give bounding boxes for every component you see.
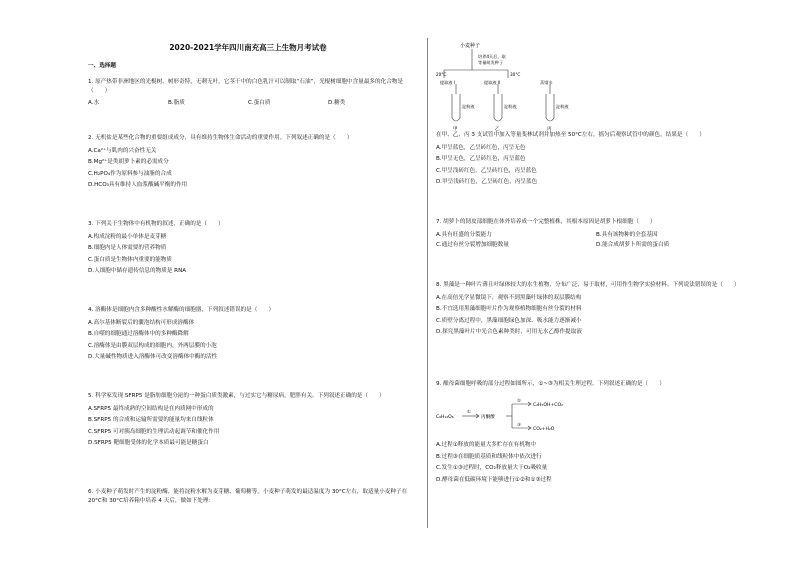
water-product-label: CO₂+H₂O [533,427,555,432]
option-c: C.通过有丝分裂增加细胞数量 [436,242,509,248]
question-5 [88,392,408,450]
option-d: D.糖类 [328,100,346,106]
option-d: D.能合成胡萝卜所需的蛋白质 [596,242,670,248]
column-divider [427,38,428,528]
question-2 [88,134,408,192]
question-9 [436,380,756,389]
question-1 [88,78,408,108]
step-1-label: ① [467,410,471,415]
options-row [436,230,756,241]
starch-label: 淀粉液 [556,104,569,109]
tube-jia-label: 甲 [453,127,458,132]
extract-2-label: 提取液 II [484,80,501,85]
option-d: D.大量碱性物质进入溶酶体可改变溶酶体中酶的活性 [88,354,218,360]
option-a: A.甲呈蓝色，乙呈砖红色，丙呈无色 [436,144,526,151]
option-c: C.H₂PO₄作为原料参与油脂的合成 [88,170,172,177]
option-c: C.甲呈浅砖红色，乙呈砖红色，丙呈蓝色 [436,167,537,174]
question-9-options [436,440,756,486]
option-c: C.质壁分离过程中，黑藻细胞绿色加深、吸水能力逐渐减小 [436,317,582,324]
step-2-label: ② [517,399,521,404]
step-3-label: ③ [517,423,521,428]
option-c: C.发生①③过程时，CO₂释放量大于O₂吸收量 [436,465,548,471]
option-a: A.构成淀粉的最小单体是麦芽糖 [88,233,167,240]
question-8 [436,281,756,339]
option-a: A.水 [88,100,100,106]
option-c: C.蛋白质 [248,100,271,106]
respiration-pathway-diagram [436,396,596,436]
option-b: B.SFRP5 的合成和运输所需要的能量均来自线粒体 [88,417,214,423]
pyruvate-label: 丙酮酸 [481,415,495,420]
option-d: D.人细胞中储存遗传信息的物质是 RNA [88,268,187,274]
option-d: D.HCO₃具有维持人血浆酸碱平衡的作用 [88,182,188,188]
option-a: A.在高倍光学显微镜下，观察不到黑藻叶绿体的双层膜结构 [436,294,582,301]
page-title: 2020-2021学年四川南充高三上生物月考试卷 [169,43,327,52]
experiment-diagram [436,38,586,132]
option-b: B.甲呈无色，乙呈砖红色，丙呈蓝色 [436,156,526,162]
option-d: D.探究黑藻叶片中光合色素种类时，可用无水乙醇作提取液 [436,329,582,335]
temp-30-label: 30°C [510,72,521,77]
ethanol-product-label: C₂H₅OH+CO₂ [533,403,563,408]
temp-20-label: 20°C [436,72,447,77]
question-stem: 6. 小麦种子萌发时产生的淀粉酶，能将淀粉水解为麦芽糖、葡萄糖等。小麦种子萌发的最适温度为 30°C左右，取适量小麦种子在 20°C和 30°C培养箱中培养 4 天后，做如下处理： [88,489,408,504]
option-c: C.SFRP5 可对胰岛细胞的生理活动起调节和催化作用 [88,428,220,435]
option-b: B.过程③在细胞质基质和线粒体中依次进行 [436,453,542,460]
tube-bing-label: 丙 [547,127,552,132]
question-stem: 9. 酿母菌细胞呼吸的部分过程如图所示，①~③为相关生理过程。下列叙述正确的是（ ） [436,381,665,387]
water-label: 蒸馏水 [540,80,553,85]
option-c: C.蛋白质是生物体内重要的能物质 [88,256,172,263]
glucose-label: C₆H₁₂O₆ [436,415,454,420]
seed-label: 小麦种子 [460,43,481,49]
tube-yi-label: 乙 [495,127,500,132]
question-6-continued [436,131,756,189]
test-tube-yi [494,94,502,121]
option-a: A.具有旺盛的分裂能力 [436,231,492,238]
question-stem: 1. 原产热带非洲地区的光棍树，树形奇特，无刺无叶，它茎干中的白色乳汁可以制取“石油”，光棍树细胞中含量最多的化合物是（ ） [88,79,403,94]
question-stem: 7. 胡萝卜的韧皮部细胞在体外培养成一个完整植株，其根本原因是胡萝卜根细胞（ ） [436,219,656,225]
option-b: B.脂质 [168,100,185,106]
question-7 [436,218,756,251]
question-stem: 在甲、乙、丙 3 支试管中加入等量斐林试剂并加热至 50°C左右，摇匀后观察试管中的颜色，结果是（ ） [436,132,705,138]
question-6 [88,488,408,505]
options-row [436,240,756,251]
options-row [88,99,408,108]
diagram-note-2: 等量萌发种子 [478,60,504,65]
option-c: C.溶酶体是由膜双层构成的细胞内，外两层膜的小泡 [88,342,217,349]
option-b: B.具有该物种的全套基因 [596,231,658,238]
option-d: D.SFRP5 靶细胞受体的化学本质最可能是糖蛋白 [88,440,209,446]
test-tube-bing [546,94,554,121]
option-b: B.不宜选用黑藻细胞叶片作为观察植物细胞有丝分裂的材料 [436,306,582,312]
option-a: A.过程①释放的能量大多贮存在有机物中 [436,442,537,448]
diagram-note-1: 培养4天后，取 [478,54,506,59]
question-stem: 8. 黑藻是一种叶片薄且叶绿体较大的水生植物，分布广泛、易于取材，可用作生物学实验材料。下列说法错误的是（ ） [436,282,740,288]
option-a: A.SFRP5 最终成熟的空间结构是在内质网中形成的 [88,405,214,412]
starch-label: 淀粉液 [462,104,475,109]
option-a: A.Ca²⁺与肌肉的兴奋性无关 [88,147,157,154]
option-b: B.细胞内是人体需要的营养物质 [88,245,167,251]
question-4 [88,306,408,364]
question-stem: 4. 溶酶体是细胞内含多种酸性水解酶的细胞器，下列叙述错误的是（ ） [88,307,275,313]
section-heading: 一、选择题 [88,63,116,69]
extract-1-label: 提取液 I [440,80,456,85]
option-d: D.酵母菌在低碳环境下能够进行①②和①③过程 [436,476,552,483]
question-3 [88,220,408,278]
question-stem: 5. 科学家发现 SFRP5 是脂肪细胞分泌的一种蛋白质类激素，与过实它与糖尿病，肥胖有关。下列叙述正确的是（ ） [88,393,385,399]
option-d: D.甲呈浅砖红色，乙呈砖红色，丙呈蓝色 [436,179,538,185]
option-b: B.Mg²⁺是类胡萝卜素的必需成分 [88,159,169,165]
option-a: A.高尔基体断裂后的囊泡结构可形成溶酶体 [88,319,195,326]
test-tube-jia [452,94,460,121]
option-b: B.自噬的细胞通过溶酶体中的多种酶降解 [88,331,189,337]
starch-label: 淀粉液 [504,104,517,109]
question-stem: 2. 无机盐是某些化合物的重要组成成分，具有维持生物体生命活动的重要作用。下列叙述正确的是（ ） [88,135,353,141]
question-stem: 3. 下列关于生物体中有机物的叙述，正确的是（ ） [88,221,224,227]
